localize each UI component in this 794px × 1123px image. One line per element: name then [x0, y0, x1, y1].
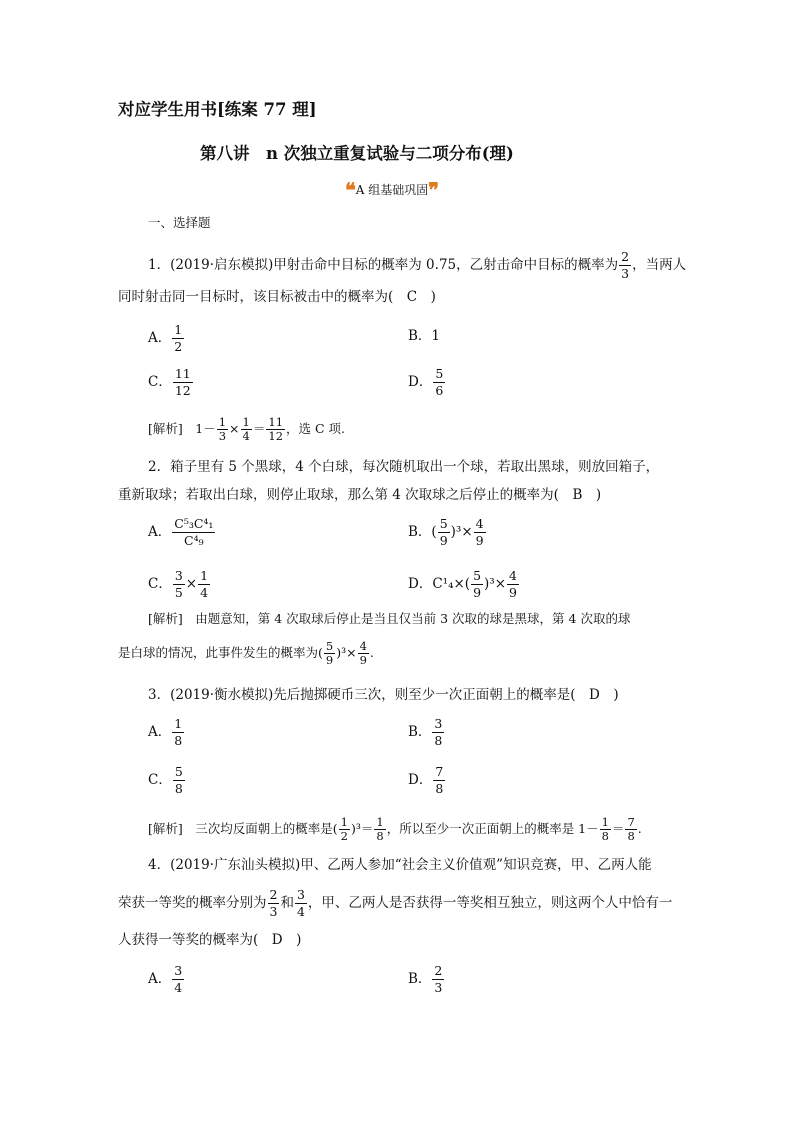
q1-option-d: D． $\frac{5}{6}$ — [408, 366, 444, 398]
q2-option-d: D．C¹₄×( $\frac{5}{9}$ )³× $\frac{4}{9}$ — [408, 568, 517, 600]
q1-option-c: C． $\frac{11}{12}$ — [148, 366, 191, 398]
q4-option-b: B． $\frac{2}{3}$ — [408, 963, 443, 995]
header-label: 对应学生用书[练案 77 理] — [118, 100, 317, 119]
q4-stem-line1: 4．(2019·广东汕头模拟)甲、乙两人参加“社会主义价值观”知识竞赛，甲、乙两人能 — [148, 857, 652, 873]
q3-analysis: [解析] 三次均反面朝上的概率是( $\frac{1}{2}$ )³＝ $\frac{1}{8}$ ，所以至少一次正面朝上的概率是 1－ $\frac{1}{8}$ ＝ $\frac{7}{8}$ . — [148, 815, 642, 843]
q3-option-a: A． $\frac{1}{8}$ — [148, 716, 183, 748]
q2-analysis-line2: 是白球的情况，此事件发生的概率为( $\frac{5}{9}$ )³× $\frac{4}{9}$ . — [118, 639, 374, 667]
q1-analysis: [解析] 1－ $\frac{1}{3}$ × $\frac{1}{4}$ ＝ $\frac{11}{12}$ ，选 C 项. — [148, 415, 346, 443]
open-quote-icon: ❝ — [345, 178, 356, 202]
section-heading: 一、选择题 — [148, 215, 211, 230]
q3-option-b: B． $\frac{3}{8}$ — [408, 716, 443, 748]
q2-stem-line2: 重新取球；若取出白球，则停止取球，那么第 4 次取球之后停止的概率为( B ) — [118, 487, 602, 503]
fraction: $\frac{2}{3}$ — [621, 249, 630, 281]
q1-option-a: A． $\frac{1}{2}$ — [148, 322, 183, 354]
close-quote-icon: ❞ — [428, 178, 440, 202]
q4-option-a: A． $\frac{3}{4}$ — [148, 963, 183, 995]
q2-option-a: A． $\frac{\text{C⁵₃C⁴₁}}{\text{C⁴₉}}$ — [148, 516, 214, 548]
q4-stem-line3: 人获得一等奖的概率为( D ) — [118, 932, 302, 948]
q3-option-d: D． $\frac{7}{8}$ — [408, 764, 444, 796]
page-title: 第八讲 n 次独立重复试验与二项分布(理) — [200, 144, 514, 163]
q1-stem-line1: 1．(2019·启东模拟)甲射击命中目标的概率为 0.75，乙射击命中目标的概率为 $\frac{2}{3}$ ，当两人 — [148, 249, 687, 281]
q2-option-c: C． $\frac{3}{5}$ × $\frac{1}{4}$ — [148, 568, 209, 600]
q1-stem-line2: 同时射击同一目标时，该目标被击中的概率为( C ) — [118, 289, 436, 305]
q4-stem-line2: 荣获一等奖的概率分别为 $\frac{2}{3}$ 和 $\frac{3}{4}$ ，甲、乙两人是否获得一等奖相互独立，则这两个人中恰有一 — [118, 887, 673, 919]
q3-option-c: C． $\frac{5}{8}$ — [148, 764, 183, 796]
q2-analysis-line1: [解析] 由题意知，第 4 次取球后停止是当且仅当前 3 次取的球是黑球，第 4 次取的球 — [148, 611, 631, 626]
q3-stem: 3．(2019·衡水模拟)先后抛掷硬币三次，则至少一次正面朝上的概率是( D ) — [148, 687, 619, 703]
q1-option-b: B．1 — [408, 328, 441, 344]
q2-stem-line1: 2．箱子里有 5 个黑球，4 个白球，每次随机取出一个球，若取出黑球，则放回箱子， — [148, 459, 660, 475]
q2-option-b: B．( $\frac{5}{9}$ )³× $\frac{4}{9}$ — [408, 516, 484, 548]
group-heading: ❝A 组基础巩固❞ — [345, 178, 440, 202]
